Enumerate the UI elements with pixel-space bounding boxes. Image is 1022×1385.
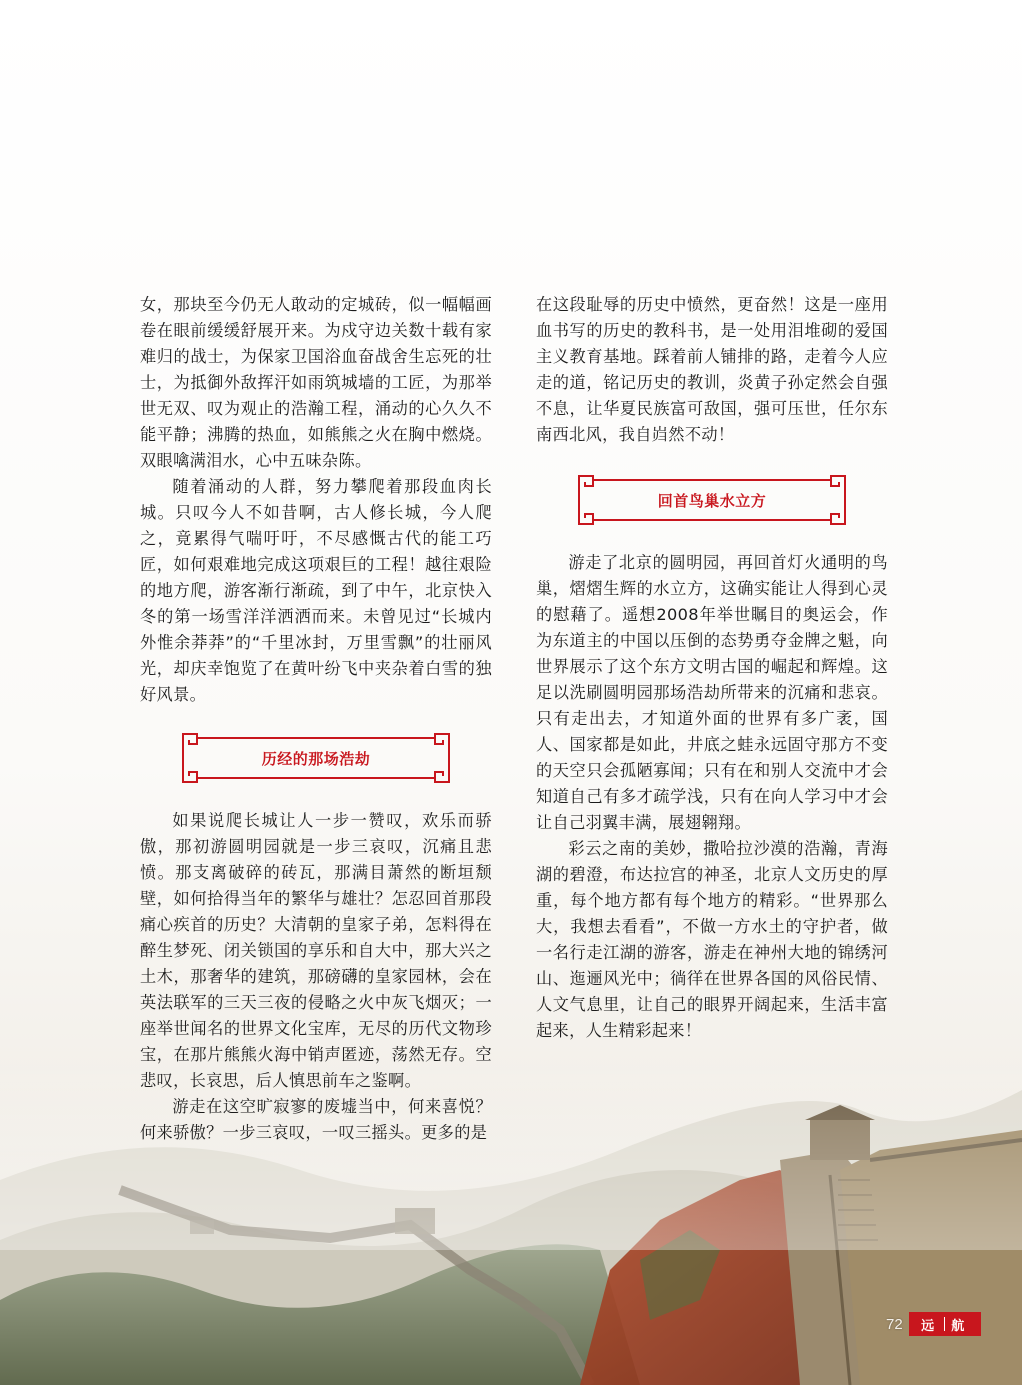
brand-char: 航 <box>951 1318 969 1334</box>
paragraph: 在这段耻辱的历史中愤然，更奋然！这是一座用血书写的历史的教科书，是一处用泪堆砌的爱国主义教育基地。踩着前人铺排的路，走着今人应走的道，铭记历史的教训，炎黄子孙定然会自强不息，让华夏民族富可敌国，强可压世，任尔东南西北风，我自岿然不动！ <box>536 295 888 444</box>
paragraph: 彩云之南的美妙，撒哈拉沙漠的浩瀚，青海湖的碧澄，布达拉宫的神圣，北京人文历史的厚重，每个地方都有每个地方的精彩。“世界那么大，我想去看看”，不做一方水土的守护者，做一名行走江湖的游客，游走在神州大地的锦绣河山、迤逦风光中；徜徉在世界各国的风俗民情、人文气息里，让自己的眼界开阔起来，生活丰富起来，人生精彩起来！ <box>536 839 888 1040</box>
paragraph: 随着涌动的人群，努力攀爬着那段血肉长城。只叹今人不如昔啊，古人修长城，今人爬之，竟累得气喘吁吁，不尽感慨古代的能工巧匠，如何艰难地完成这项艰巨的工程！越往艰险的地方爬，游客渐行渐疏，到了中午，北京快入冬的第一场雪洋洋洒洒而来。未曾见过“长城内外惟余莽莽”的“千里冰封，万里雪飘”的壮丽风光，却庆幸饱览了在黄叶纷飞中夹杂着白雪的独好风景。 <box>140 477 492 704</box>
page-number: 72 <box>886 1315 903 1333</box>
right-column <box>536 292 888 1044</box>
brand-divider <box>944 1317 945 1331</box>
section-heading: 回首鸟巢水立方 <box>657 492 767 510</box>
page-footer <box>886 1312 981 1336</box>
paragraph: 游走在这空旷寂寥的废墟当中，何来喜悦？何来骄傲？一步三哀叹，一叹三摇头。更多的是 <box>140 1097 492 1142</box>
magazine-brand-badge <box>909 1312 981 1336</box>
section-heading-frame <box>177 730 455 786</box>
paragraph: 游走了北京的圆明园，再回首灯火通明的鸟巢，熠熠生辉的水立方，这确实能让人得到心灵的慰藉了。遥想2008年举世瞩目的奥运会，作为东道主的中国以压倒的态势勇夺金牌之魁，向世界展示了这个东方文明古国的崛起和辉煌。这足以洗刷圆明园那场浩劫所带来的沉痛和悲哀。只有走出去，才知道外面的世界有多广袤，国人、国家都是如此，井底之蛙永远固守那方不变的天空只会孤陋寡闻；只有在和别人交流中才会知道自己有多才疏学浅，只有在向人学习中才会让自己羽翼丰满，展翅翱翔。 <box>536 553 888 832</box>
paragraph: 女，那块至今仍无人敢动的定城砖，似一幅幅画卷在眼前缓缓舒展开来。为戍守边关数十载有家难归的战士，为保家卫国浴血奋战舍生忘死的壮士，为抵御外敌挥汗如雨筑城墙的工匠，为那举世无双、叹为观止的浩瀚工程，涌动的心久久不能平静；沸腾的热血，如熊熊之火在胸中燃烧。双眼噙满泪水，心中五味杂陈。 <box>140 295 492 470</box>
section-heading-frame <box>573 472 851 528</box>
paragraph: 如果说爬长城让人一步一赞叹，欢乐而骄傲，那初游圆明园就是一步三哀叹，沉痛且悲愤。那支离破碎的砖瓦，那满目萧然的断垣颓壁，如何拾得当年的繁华与雄壮？怎忍回首那段痛心疾首的历史？大清朝的皇家子弟，怎料得在醉生梦死、闭关锁国的享乐和自大中，那大兴之土木，那奢华的建筑，那磅礴的皇家园林，会在英法联军的三天三夜的侵略之火中灰飞烟灭；一座举世闻名的世界文化宝库，无尽的历代文物珍宝，在那片熊熊火海中销声匿迹，荡然无存。空悲叹，长哀思，后人慎思前车之鉴啊。 <box>140 811 492 1090</box>
left-column <box>140 292 492 1146</box>
section-heading: 历经的那场浩劫 <box>261 750 371 768</box>
brand-char: 远 <box>921 1318 939 1334</box>
